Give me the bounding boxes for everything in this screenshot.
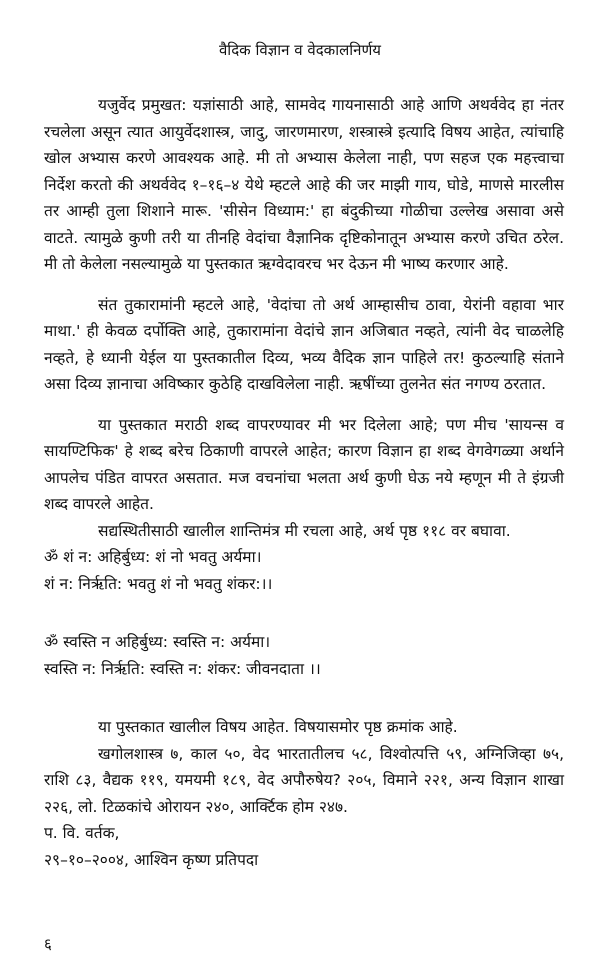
contents-list: खगोलशास्त्र ७, काल ५०, वेद भारतातीलच ५८, विश्वोत्पत्ति ५९, अग्निजिव्हा ७५, राशि ८३, वैद्यक ११९, यमयमी १८९, वेद अपौरुषेय? २०५, विमाने २२१, अन्य विज्ञान शाखा २२६, लो. टिळकांचे ओरायन २४०, आर्क्टिक होम २४७. — [44, 744, 564, 816]
author-signature: प. वि. वर्तक, — [44, 824, 120, 842]
paragraph-tukaram: संत तुकारामांनी म्हटले आहे, 'वेदांचा तो अर्थ आम्हासीच ठावा, येरांनी वहावा भार माथा.' ही केवळ दर्पोक्ति आहे, तुकारामांना वेदांचे ज्ञान अजिबात नव्हते, त्यांनी वेद चाळलेहि नव्हते, हे ध्यानी येईल या पुस्तकातील दिव्य, भव्य वैदिक ज्ञान पाहिले तर! कुठल्याहि संताने असा दिव्य ज्ञानाचा अविष्कार कुठेहि दाखविलेला नाही. ऋषींच्या तुलनेत संत नगण्य ठरतात. — [44, 295, 564, 393]
page-body — [44, 92, 564, 873]
contents-intro: या पुस्तकात खालील विषय आहेत. विषयासमोर पृष्ठ क्रमांक आहे. — [98, 718, 458, 736]
paragraph-marathi-words: या पुस्तकात मराठी शब्द वापरण्यावर मी भर दिलेला आहे; पण मीच 'सायन्स व सायण्टिफिक' हे शब्द बरेच ठिकाणी वापरले आहेत; कारण विज्ञान हा शब्द वेगवेगळ्या अर्थाने आपलेच पंडित वापरत असतात. मज वचनांचा भलता अर्थ कुणी घेऊ नये म्हणून मी ते इंग्रजी शब्द वापरले आहेत. — [44, 415, 564, 513]
spacer — [44, 597, 564, 629]
signature-date: २९–१०–२००४, आश्विन कृष्ण प्रतिपदा — [44, 850, 259, 869]
mantra-1-line-2: शं न: निर्ऋति: भवतु शं नो भवतु शंकर:।। — [44, 574, 273, 593]
mantra-2-line-1: ॐ स्वस्ति न अहिर्बुध्य: स्वस्ति न: अर्यमा। — [44, 633, 271, 651]
spacer — [44, 398, 564, 412]
running-header: वैदिक विज्ञान व वेदकालनिर्णय — [218, 41, 382, 59]
spacer — [44, 682, 564, 714]
spacer — [44, 278, 564, 292]
paragraph-shantimantra-intro: सद्यस्थितीसाठी खालील शान्तिमंत्र मी रचला आहे, अर्थ पृष्ठ ११८ वर बघावा. — [98, 521, 511, 540]
mantra-2-line-2: स्वस्ति न: निर्ऋति: स्वस्ति न: शंकर: जीवनदाता ।। — [44, 659, 321, 678]
paragraph-yajurveda: यजुर्वेद प्रमुखत: यज्ञांसाठी आहे, सामवेद गायनासाठी आहे आणि अथर्ववेद हा नंतर रचलेला असून त्यात आयुर्वेदशास्त्र, जादु, जारणमारण, शस्त्रास्त्रे इत्यादि विषय आहेत, त्यांचाहि खोल अभ्यास करणे आवश्यक आहे. मी तो अभ्यास केलेला नाही, पण सहज एक महत्त्वाचा निर्देश करतो की अथर्ववेद १–१६–४ येथे म्हटले आहे की जर माझी गाय, घोडे, माणसे मारलीस तर आम्ही तुला शिशाने मारू. 'सीसेन विध्याम:' हा बंदुकीच्या गोळीचा उल्लेख असावा असे वाटते. त्यामुळे कुणी तरी या तीनहि वेदांचा वैज्ञानिक दृष्टिकोनातून अभ्यास करणे उचित ठरेल. मी तो केलेला नसल्यामुळे या पुस्तकात ऋग्वेदावरच भर देऊन मी भाष्य करणार आहे. — [44, 96, 564, 273]
page-number: ६ — [44, 935, 52, 953]
mantra-1-line-1: ॐ शं न: अहिर्बुध्य: शं नो भवतु अर्यमा। — [44, 548, 262, 566]
